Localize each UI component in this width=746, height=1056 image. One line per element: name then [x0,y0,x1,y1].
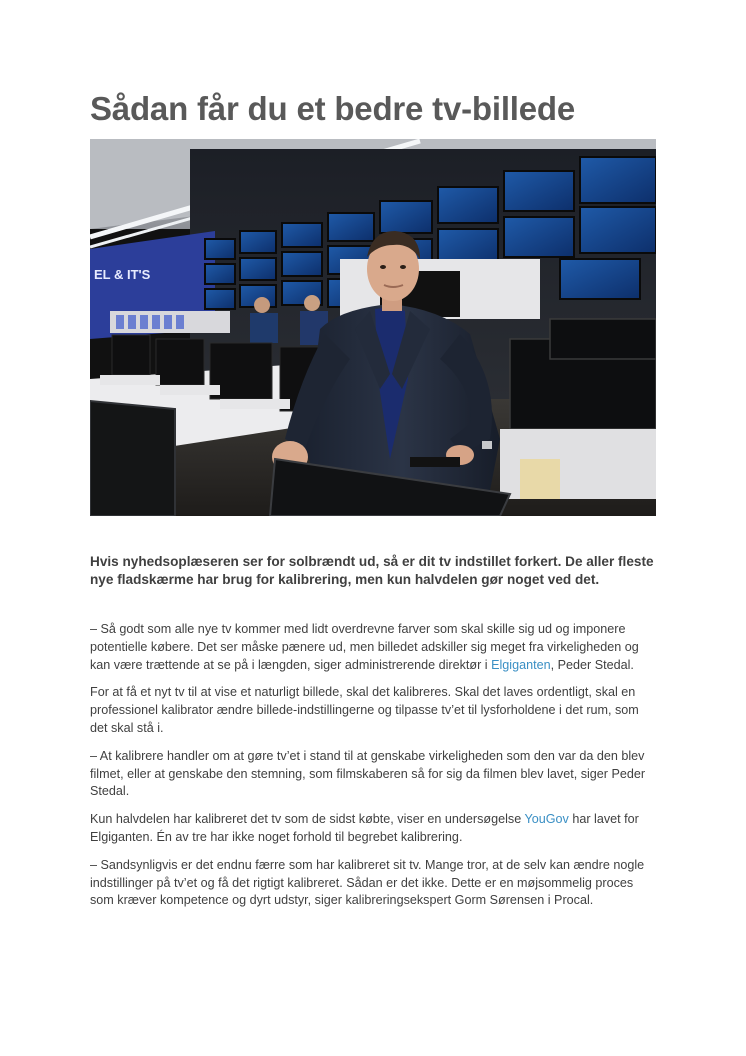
paragraph-1-text: – Så godt som alle nye tv kommer med lidt overdrevne farver som skal skille sig ud og imponere potentielle købere. Det ser måske pænere ud, men billedet adskiller sig meget fra virkeligheden og kan være trættende at se på i længden, siger administrerende direktør i [90,622,639,672]
elgiganten-link[interactable]: Elgiganten [491,657,551,672]
article-lead: Hvis nyhedsoplæseren ser for solbrændt ud, så er dit tv indstillet forkert. De aller fleste nye fladskærme har brug for kalibrering, men kun halvdelen gør noget ved det. [90,554,654,587]
paragraph-3: – At kalibrere handler om at gøre tv’et i stand til at genskabe virkeligheden som den var da den blev filmet, eller at genskabe den stemning, som filmskaberen så for sig da filmen blev lavet, siger Peder Stedal. [90,748,646,799]
paragraph-1 [90,621,656,674]
article-title: Sådan får du et bedre tv-billede [90,90,576,127]
paragraph-4-text-end: har lavet for Elgiganten. Én av tre har ikke noget forhold til begrebet kalibrering. [90,812,639,844]
paragraph-4-text: Kun halvdelen har kalibreret det tv som de sidst købte, viser en undersøgelse [90,812,525,827]
paragraph-1-text-end: , Peder Stedal. [550,657,634,672]
store-sign: EL & IT'S [94,267,151,282]
article-photo [90,139,656,516]
paragraph-4 [90,811,656,847]
yougov-link[interactable]: YouGov [524,812,569,827]
article-body [90,621,656,920]
paragraph-5: – Sandsynligvis er det endnu færre som har kalibreret sit tv. Mange tror, at de selv kan ændre nogle indstillinger på tv’et og få det rigtigt kalibreret. Sådan er det ikke. Dette er en møjsommelig proces som kræver kompetence og dyrt udstyr, siger kalibreringsekspert Gorm Sørensen i Procal. [90,857,645,908]
paragraph-2: For at få et nyt tv til at vise et naturligt billede, skal det kalibreres. Skal det laves ordentligt, skal en professionel kalibrator ændre billede-indstillingerne og tilpasse tv’et til lysforholdene i det rum, som det skal stå i. [90,685,639,735]
